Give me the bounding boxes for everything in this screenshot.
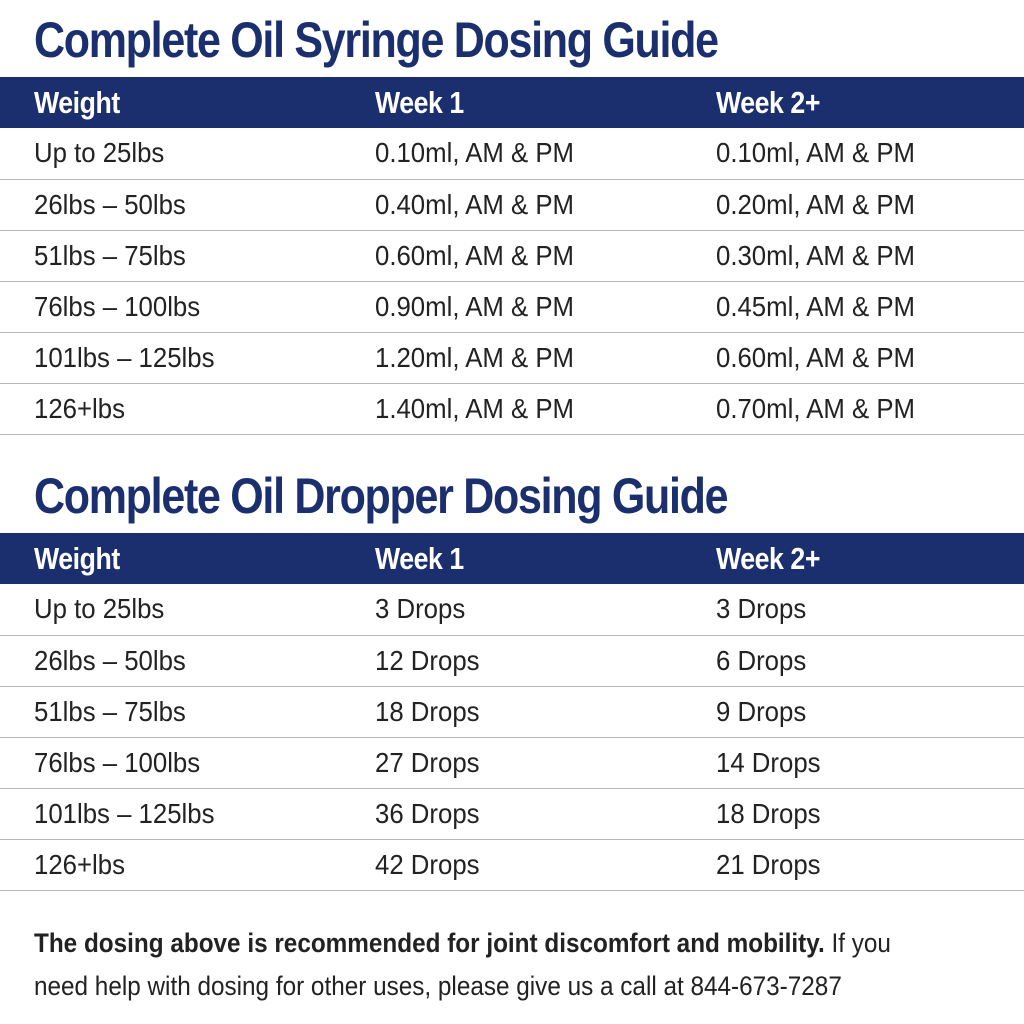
dropper-dosing-table <box>0 533 1024 891</box>
weight-cell: 101lbs – 125lbs <box>0 332 341 383</box>
week-2-cell: 21 Drops <box>682 839 1024 890</box>
week-2-cell: 0.70ml, AM & PM <box>682 383 1024 434</box>
week-1-cell: 3 Drops <box>341 584 682 635</box>
week-1-cell: 0.90ml, AM & PM <box>341 281 682 332</box>
table-row <box>0 383 1024 434</box>
weight-cell: 76lbs – 100lbs <box>0 737 341 788</box>
week-1-cell: 0.40ml, AM & PM <box>341 179 682 230</box>
week-2-cell: 0.20ml, AM & PM <box>682 179 1024 230</box>
week-2-cell: 0.30ml, AM & PM <box>682 230 1024 281</box>
table-row <box>0 332 1024 383</box>
column-header-week-2-plus: Week 2+ <box>716 84 820 120</box>
week-1-cell: 1.40ml, AM & PM <box>341 383 682 434</box>
week-2-cell: 6 Drops <box>682 635 1024 686</box>
week-2-cell: 9 Drops <box>682 686 1024 737</box>
syringe-dosing-table <box>0 77 1024 435</box>
table-header-row <box>0 77 1024 128</box>
table-row <box>0 839 1024 890</box>
week-1-cell: 0.60ml, AM & PM <box>341 230 682 281</box>
disclaimer-line-2: need help with dosing for other uses, please give us a call at 844-673-7287 <box>34 971 842 1001</box>
table-row <box>0 788 1024 839</box>
column-header-week-1: Week 1 <box>375 540 464 576</box>
week-2-cell: 0.60ml, AM & PM <box>682 332 1024 383</box>
week-2-cell: 14 Drops <box>682 737 1024 788</box>
table-row <box>0 737 1024 788</box>
table-row <box>0 635 1024 686</box>
table-header-row <box>0 533 1024 584</box>
table-row <box>0 128 1024 179</box>
week-1-cell: 36 Drops <box>341 788 682 839</box>
week-1-cell: 0.10ml, AM & PM <box>341 128 682 179</box>
disclaimer-line-1 <box>34 922 925 965</box>
weight-cell: 26lbs – 50lbs <box>0 179 341 230</box>
weight-cell: 51lbs – 75lbs <box>0 686 341 737</box>
week-1-cell: 27 Drops <box>341 737 682 788</box>
column-header-weight: Weight <box>34 84 120 120</box>
table-row <box>0 686 1024 737</box>
weight-cell: 76lbs – 100lbs <box>0 281 341 332</box>
weight-cell: 126+lbs <box>0 383 341 434</box>
column-header-week-1: Week 1 <box>375 84 464 120</box>
week-2-cell: 3 Drops <box>682 584 1024 635</box>
table-row <box>0 179 1024 230</box>
column-header-weight: Weight <box>34 540 120 576</box>
weight-cell: Up to 25lbs <box>0 128 341 179</box>
column-header-week-2-plus: Week 2+ <box>716 540 820 576</box>
weight-cell: 101lbs – 125lbs <box>0 788 341 839</box>
table-row <box>0 584 1024 635</box>
weight-cell: Up to 25lbs <box>0 584 341 635</box>
week-2-cell: 0.10ml, AM & PM <box>682 128 1024 179</box>
week-1-cell: 12 Drops <box>341 635 682 686</box>
weight-cell: 26lbs – 50lbs <box>0 635 341 686</box>
week-1-cell: 42 Drops <box>341 839 682 890</box>
week-1-cell: 18 Drops <box>341 686 682 737</box>
dosing-disclaimer <box>34 922 1024 1008</box>
week-2-cell: 18 Drops <box>682 788 1024 839</box>
week-1-cell: 1.20ml, AM & PM <box>341 332 682 383</box>
table-row <box>0 230 1024 281</box>
dropper-guide-title: Complete Oil Dropper Dosing Guide <box>34 468 728 524</box>
disclaimer-bold-text: The dosing above is recommended for joint discomfort and mobility. <box>34 928 825 958</box>
weight-cell: 126+lbs <box>0 839 341 890</box>
disclaimer-text-line-1: If you <box>824 928 891 958</box>
table-row <box>0 281 1024 332</box>
weight-cell: 51lbs – 75lbs <box>0 230 341 281</box>
week-2-cell: 0.45ml, AM & PM <box>682 281 1024 332</box>
syringe-guide-title: Complete Oil Syringe Dosing Guide <box>34 12 718 68</box>
